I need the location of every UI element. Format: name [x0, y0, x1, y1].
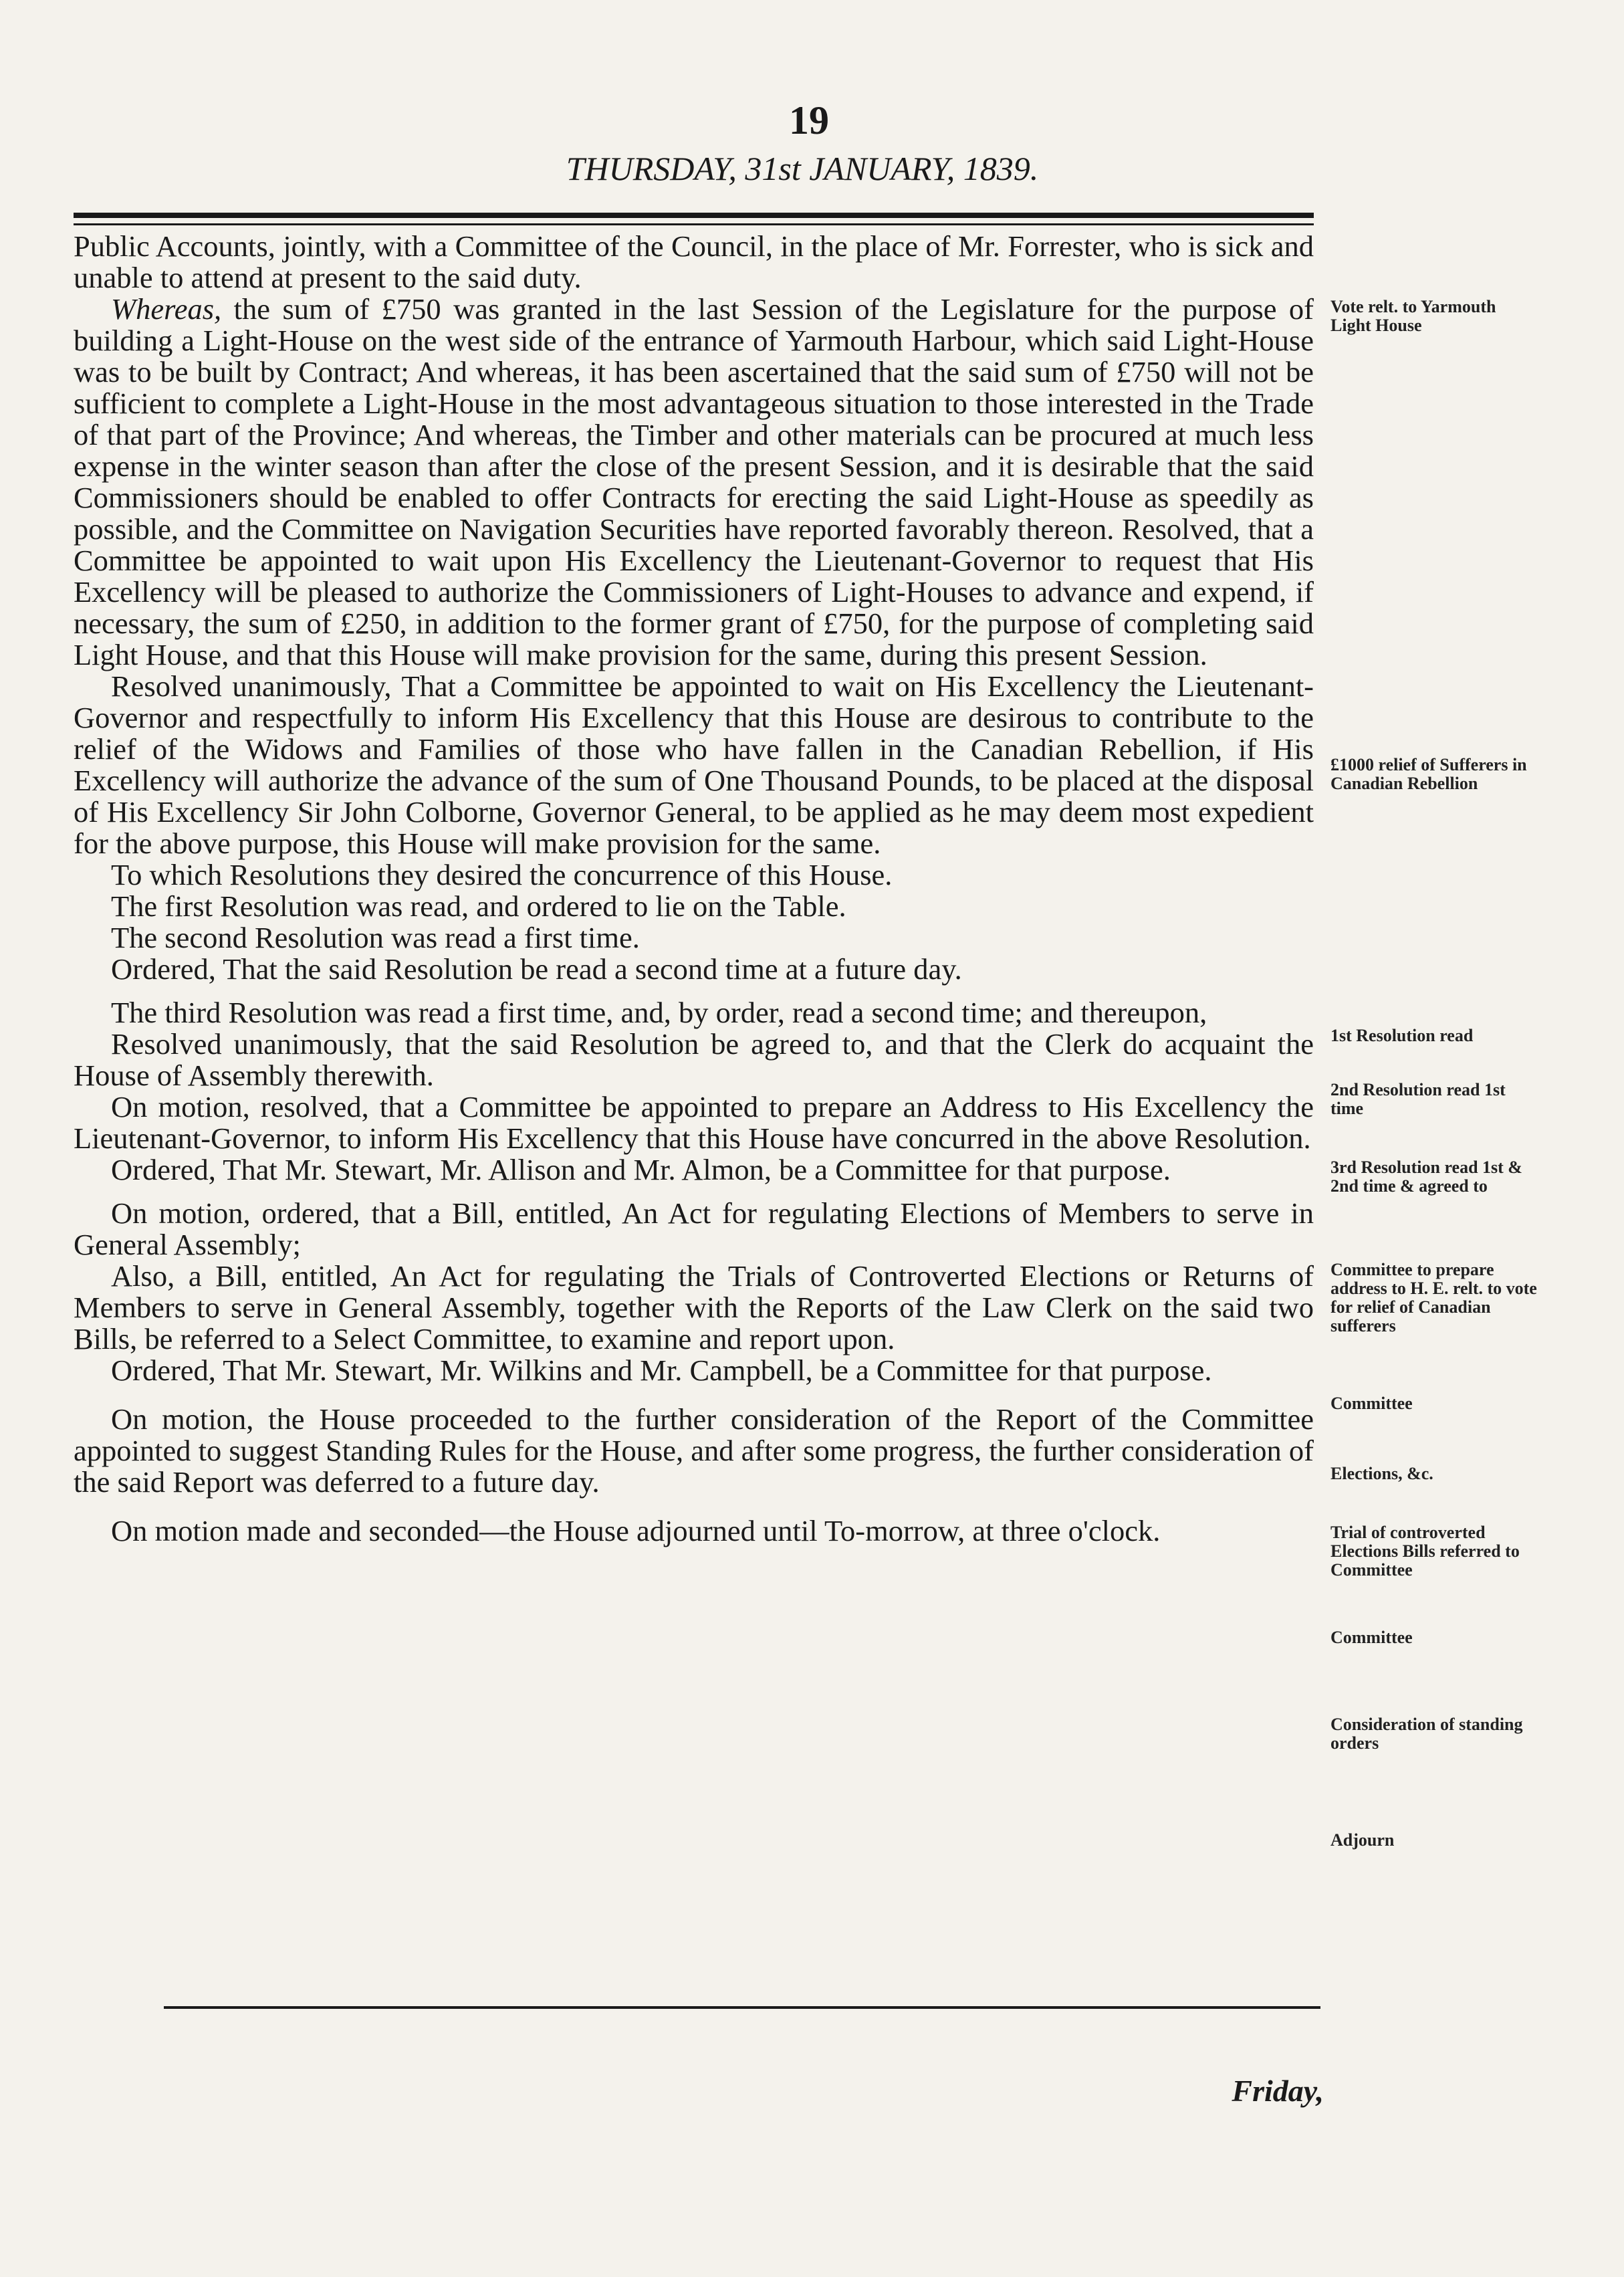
paragraph: Ordered, That Mr. Stewart, Mr. Allison and Mr. Almon, be a Committee for that purpose.	[111, 1153, 1171, 1186]
margin-note: Committee to prepare address to H. E. relt. to vote for relief of Canadian sufferers	[1330, 1260, 1537, 1335]
paragraph: To which Resolutions they desired the concurrence of this House.	[111, 858, 893, 891]
header-rule-thick	[74, 213, 1314, 218]
paragraph: Resolved unanimously, that the said Resolution be agreed to, and that the Clerk do acquaint the House of Assembly therewith.	[74, 1027, 1314, 1092]
margin-note: Adjourn	[1330, 1830, 1395, 1850]
header-rule-thin	[74, 223, 1314, 225]
paragraph: Ordered, That the said Resolution be read a second time at a future day.	[111, 952, 962, 986]
paragraph: On motion made and seconded—the House adjourned until To-morrow, at three o'clock.	[111, 1514, 1161, 1547]
margin-note: Committee	[1330, 1394, 1413, 1413]
margin-note: Vote relt. to Yarmouth Light House	[1330, 297, 1496, 335]
margin-note: Elections, &c.	[1330, 1464, 1433, 1483]
paragraph: The first Resolution was read, and ordered to lie on the Table.	[111, 889, 846, 923]
margin-note: Consideration of standing orders	[1330, 1715, 1523, 1753]
paragraph: On motion, the House proceeded to the further consideration of the Report of the Committee appointed to suggest Standing Rules for the House, and after some progress, the further consideration of the said Report was deferred to a future day.	[74, 1402, 1314, 1499]
margin-note: 3rd Resolution read 1st & 2nd time & agreed to	[1330, 1158, 1522, 1196]
paragraph	[74, 294, 1314, 671]
margin-note: £1000 relief of Sufferers in Canadian Rebellion	[1330, 755, 1527, 793]
paragraph: On motion, resolved, that a Committee be appointed to prepare an Address to His Excellency the Lieutenant-Governor, to inform His Excellency that this House have concurred in the above Resolution.	[74, 1090, 1314, 1155]
margin-note: 1st Resolution read	[1330, 1026, 1474, 1045]
page-number: 19	[789, 98, 829, 142]
running-head: THURSDAY, 31st JANUARY, 1839.	[566, 150, 1039, 187]
paragraph: Also, a Bill, entitled, An Act for regulating the Trials of Controverted Elections or Returns of Members to serve in General Assembly, together with the Reports of the Law Clerk on the said two Bills, be referred to a Select Committee, to examine and report upon.	[74, 1259, 1314, 1356]
paragraph: On motion, ordered, that a Bill, entitled, An Act for regulating Elections of Members to serve in General Assembly;	[74, 1196, 1314, 1261]
catchword: Friday,	[1232, 2074, 1324, 2108]
footer-rule	[164, 2006, 1320, 2009]
paragraph: Ordered, That Mr. Stewart, Mr. Wilkins and Mr. Campbell, be a Committee for that purpose.	[111, 1353, 1212, 1387]
paragraph-text: the sum of £750 was granted in the last Session of the Legislature for the purpose of building a Light-House on the west side of the entrance of Yarmouth Harbour, which said Light-House was to be built by Contract; And whereas, it has been ascertained that the said sum of £750 will not be sufficient to complete a Light-House in the most advantageous situation to those interested in the Trade of that part of the Province; And whereas, the Timber and other materials can be procured at much less expense in the winter season than after the close of the present Session, and it is desirable that the said Commissioners should be enabled to offer Contracts for erecting the said Light-House as speedily as possible, and the Committee on Navigation Securities have reported favorably thereon. Resolved, that a Committee be appointed to wait upon His Excellency the Lieutenant-Governor to request that His Excellency will be pleased to authorize the Commissioners of Light-Houses to advance and expend, if necessary, the sum of £250, in addition to the former grant of £750, for the purpose of completing said Light House, and that this House will make provision for the same, during this present Session.	[74, 292, 1314, 671]
italic-lead: Whereas,	[111, 292, 222, 326]
margin-note: Committee	[1330, 1628, 1413, 1647]
paragraph: The third Resolution was read a first time, and, by order, read a second time; and thereupon,	[111, 996, 1207, 1029]
margin-note: 2nd Resolution read 1st time	[1330, 1080, 1506, 1118]
paragraph: Public Accounts, jointly, with a Committee of the Council, in the place of Mr. Forrester, who is sick and unable to attend at present to the said duty.	[74, 229, 1314, 294]
margin-note: Trial of controverted Elections Bills referred to Committee	[1330, 1523, 1520, 1580]
paragraph: The second Resolution was read a first time.	[111, 921, 640, 954]
body-text	[74, 231, 1314, 1547]
paragraph: Resolved unanimously, That a Committee be appointed to wait on His Excellency the Lieutenant-Governor and respectfully to inform His Excellency that this House are desirous to contribute to the relief of the Widows and Families of those who have fallen in the Canadian Rebellion, if His Excellency will authorize the advance of the sum of One Thousand Pounds, to be placed at the disposal of His Excellency Sir John Colborne, Governor General, to be applied as he may deem most expedient for the above purpose, this House will make provision for the same.	[74, 669, 1314, 860]
